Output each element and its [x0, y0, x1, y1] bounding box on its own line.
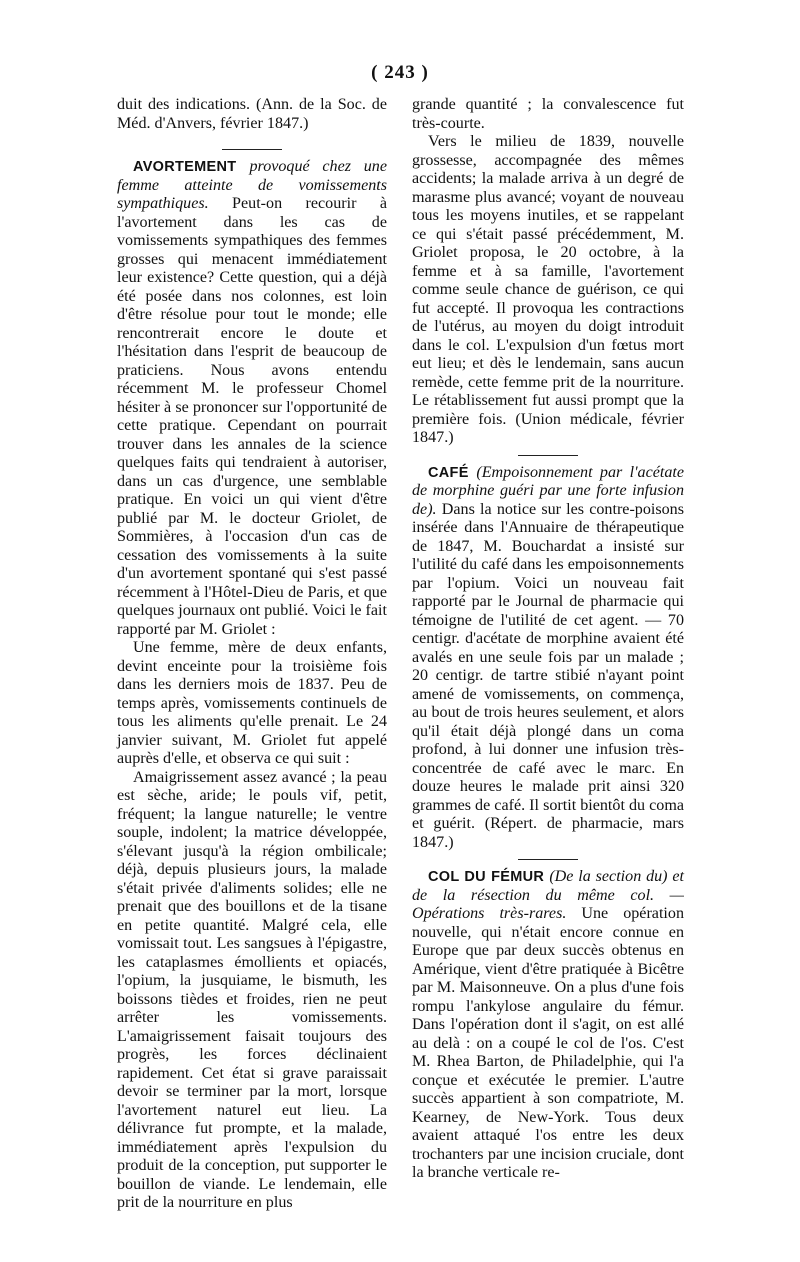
paragraph: Amaigrissement assez avancé ; la peau est sèche, aride; le pouls vif, petit, fréquent; la langue naturelle; le ventre souple, indolent; la matrice développée, s'élevant jusqu'à la région ombilicale; déjà, depuis plusieurs jours, la malade s'était privée d'aliments solides; elle ne prenait que des bouillons et de la tisane en petite quantité. Malgré cela, elle vomissait tout. Les sangsues à l'épigastre, les cataplasmes émollients et opiacés, l'opium, la jusquiame, le bismuth, les boissons tièdes et froides, rien ne peut arrêter les vomissements. L'amaigrissement faisait toujours des progrès, les forces déclinaient rapidement. Cet état si grave paraissait devoir se terminer par la mort, lorsque l'avortement naturel eut lieu. La délivrance fut prompte, et la malade, immédiatement après l'expulsion du produit de la conception, put supporter le bouillon de viande. Le lendemain, elle prit de la nourriture en plus: [117, 768, 387, 1211]
article-body: Peut-on recourir à l'avortement dans les cas de vomissements sympathiques des femmes grosses qui menacent immédiatement leur existence? Cette question, qui a déjà été posée dans nos colonnes, est loin d'être résolue pour tout le monde; elle rencontrerait encore le doute et l'hésitation dans l'esprit de beaucoup de praticiens. Nous avons entendu récemment M. le professeur Chomel hésiter à se prononcer sur l'opportunité de cette pratique. Cependant on pourrait trouver dans les annales de la science quelques faits qui tendraient à autoriser, dans un cas d'urgence, une semblable pratique. En voici un qui vient d'être publié par M. le docteur Griolet, de Sommières, à l'occasion d'un cas de cessation des vomissements à la suite d'un avortement spontané qui s'est passé récemment à l'Hôtel-Dieu de Paris, et que quelques journaux ont publié. Voici le fait rapporté par M. Griolet :: [117, 195, 387, 638]
section-rule: [518, 455, 578, 456]
left-column: [117, 96, 387, 1213]
section-rule: [518, 859, 578, 860]
article-body: Une opération nouvelle, qui n'était encore connue en Europe que par deux succès obtenus en Amérique, vient d'être pratiquée à Bicêtre par M. Maisonneuve. On a plus d'une fois rompu l'ankylose angulaire du fémur. Dans l'opération dont il s'agit, on est allé au delà : on a coupé le col de l'os. C'est M. Rhea Barton, de Philadelphie, qui l'a conçue et exécutée le premier. L'autre succès appartient à son compatriote, M. Kearney, de New-York. Tous deux avaient attaqué l'os entre les deux trochanters par une incision cruciale, dont la branche verticale re-: [412, 905, 684, 1181]
right-column: [412, 96, 684, 1183]
article-heading: AVORTEMENT: [133, 159, 250, 175]
article-subtitle: (Empoisonnement par l'acétate de morphine guéri par une forte infusion de).: [412, 463, 685, 518]
article-col-du-femur: [412, 868, 684, 1183]
article-avortement: [117, 158, 387, 639]
article-heading: CAFÉ: [428, 464, 477, 481]
paragraph: Une femme, mère de deux enfants, devint enceinte pour la troisième fois dans les derniers mois de 1837. Peu de temps après, vomissements continuels de tous les aliments qu'elle prenait. Le 24 janvier suivant, M. Griolet fut appelé auprès d'elle, et observa ce qui suit :: [117, 639, 387, 767]
paragraph: Vers le milieu de 1839, nouvelle grossesse, accompagnée des mêmes accidents; la malade arriva à un degré de marasme plus avancé; voyant de nouveau tous les moyens inutiles, et se rappelant ce qui s'était passé précédemment, M. Griolet proposa, le 20 octobre, à la femme et à sa famille, l'avortement comme seule chance de guérison, ce qui fut accepté. Il provoqua les contractions de l'utérus, au moyen du doigt introduit dans le col. L'expulsion d'un fœtus mort eut lieu; et dès le lendemain, sans aucun remède, cette femme prit de la nourriture. Le rétablissement fut aussi prompt que la première fois. (Union médicale, février 1847.): [412, 133, 684, 446]
section-rule: [222, 149, 282, 150]
article-heading: COL DU FÉMUR: [428, 869, 550, 885]
article-cafe: [412, 464, 684, 853]
page-number: ( 243 ): [371, 62, 429, 83]
article-subtitle: (De la section du) et de la résection du même col. — Opérations très-rares.: [412, 868, 685, 922]
paragraph-continued: grande quantité ; la convalescence fut très-courte.: [412, 96, 684, 132]
paragraph-continued: duit des indications. (Ann. de la Soc. de Méd. d'Anvers, février 1847.): [117, 96, 387, 132]
article-subtitle: provoqué chez une femme atteinte de vomissements sympathiques.: [117, 158, 387, 212]
article-body: Dans la notice sur les contre-poisons insérée dans l'Annuaire de thérapeutique de 1847, M. Bouchardat a insisté sur l'utilité du café dans les empoisonnements par l'opium. Voici un nouveau fait rapporté par le Journal de pharmacie qui témoigne de l'utilité de cet agent. — 70 centigr. d'acétate de morphine avaient été avalés en une seule fois par un malade ; 20 centigr. de tartre stibié n'ayant point amené de vomissements, on commença, au bout de trois heures seulement, et alors qu'il était déjà plongé dans un coma profond, à lui donner une infusion très-concentrée de café avec le marc. En douze heures le malade prit ainsi 320 grammes de café. Il sortit bientôt du coma et guérit. (Répert. de pharmacie, mars 1847.): [412, 500, 684, 851]
